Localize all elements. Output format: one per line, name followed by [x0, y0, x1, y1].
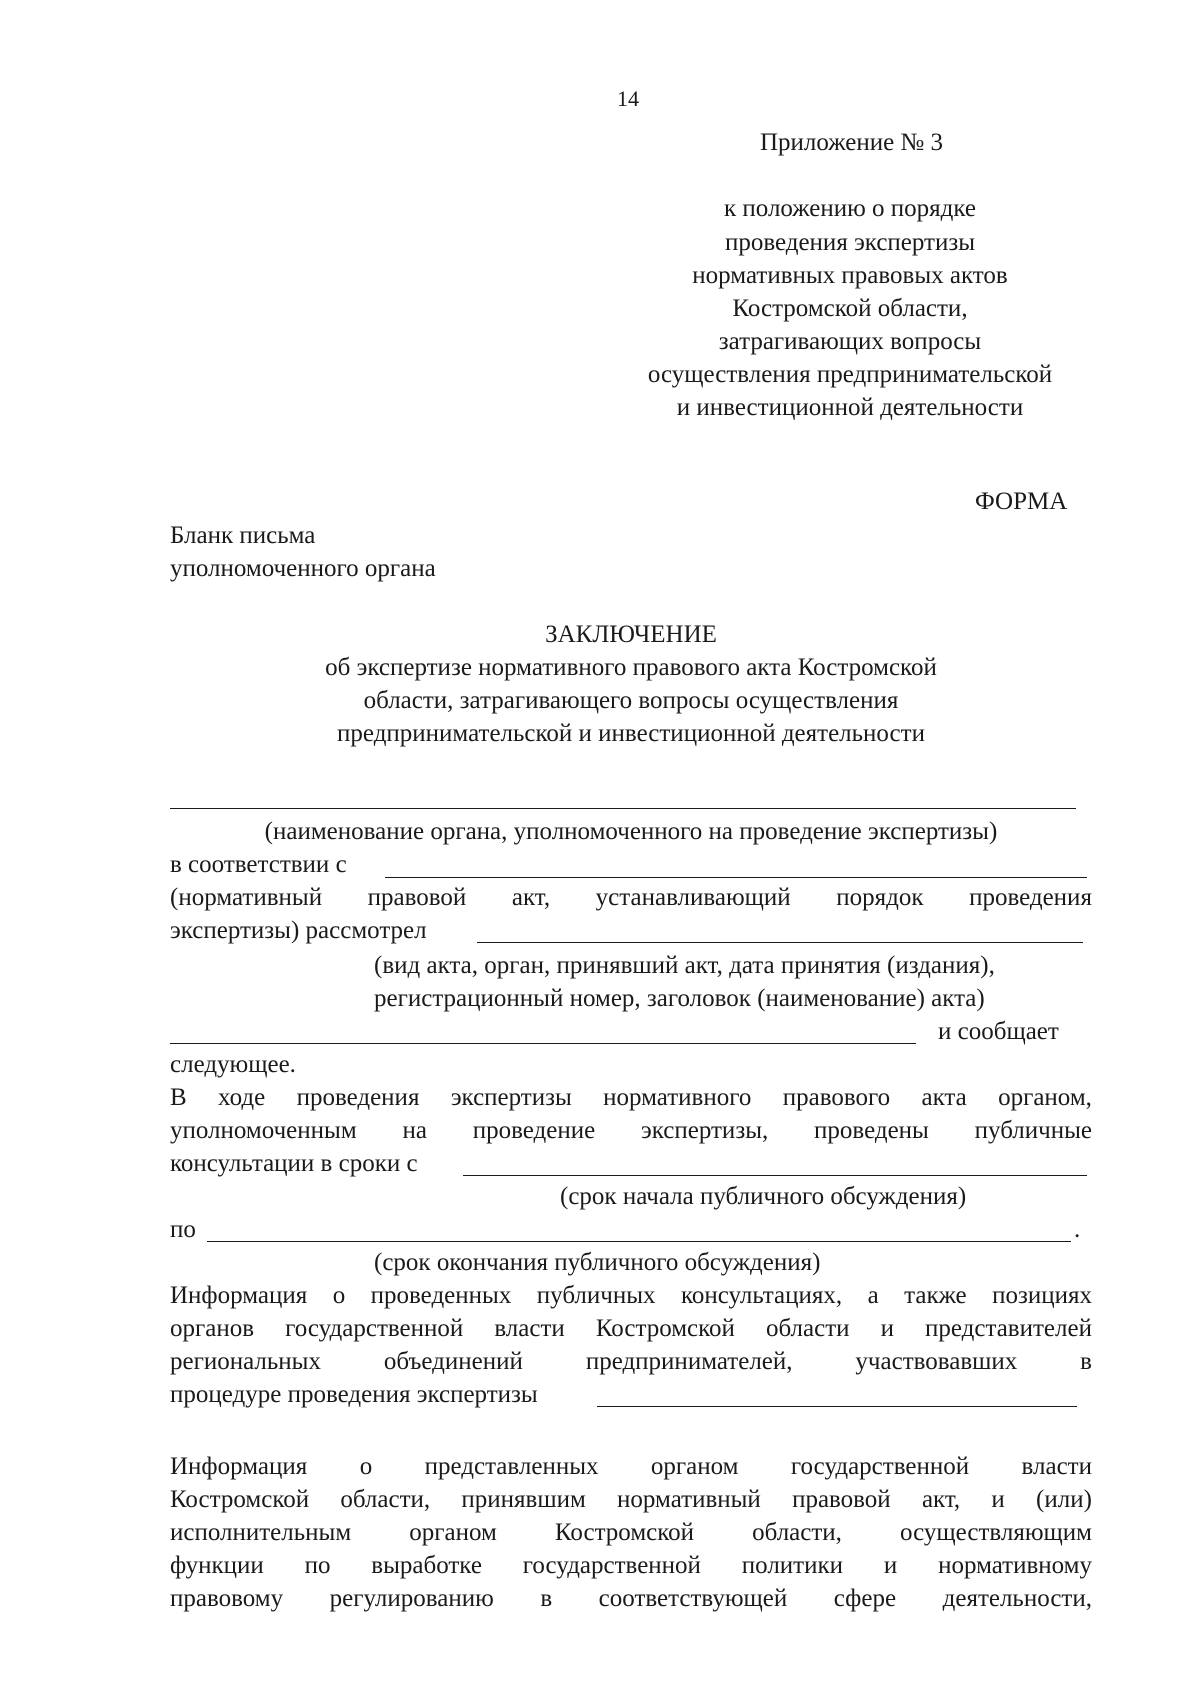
appendix-line: Костромской области,: [732, 295, 968, 322]
word: проведенных: [370, 1282, 512, 1309]
word: области,: [752, 1519, 842, 1546]
word: акта: [921, 1084, 967, 1111]
word: сфере: [833, 1585, 897, 1612]
authority-name-blank: [170, 808, 1076, 809]
word: Костромской: [595, 1315, 735, 1342]
word: правовой: [792, 1486, 891, 1513]
word: уполномоченным: [170, 1117, 357, 1144]
word: государственной: [285, 1315, 464, 1342]
word: экспертизы,: [641, 1117, 769, 1144]
letterhead-line: Бланк письма: [170, 522, 316, 549]
appendix-line: к положению о порядке: [724, 195, 976, 222]
word: в: [1080, 1348, 1092, 1375]
appendix-line: затрагивающих вопросы: [718, 328, 982, 355]
paragraph-line: [170, 1116, 1092, 1146]
letterhead-line: уполномоченного органа: [170, 555, 436, 582]
word: выработке: [371, 1552, 482, 1579]
act-caption-line: (вид акта, орган, принявший акт, дата принятия (издания),: [374, 952, 995, 979]
word: проведение: [472, 1117, 596, 1144]
word: государственной: [790, 1453, 970, 1480]
paragraph-line: [170, 1485, 1092, 1515]
word: также: [904, 1282, 967, 1309]
word: предпринимателей,: [585, 1348, 793, 1375]
word: правового: [782, 1084, 891, 1111]
authority-caption: (наименование органа, уполномоченного на проведение экспертизы): [264, 818, 998, 845]
word: устанавливающий: [595, 884, 791, 911]
word: представителей: [925, 1315, 1092, 1342]
word: правовому: [170, 1585, 284, 1612]
word: Костромской: [554, 1519, 694, 1546]
period-mark: .: [1074, 1216, 1081, 1243]
appendix-line: нормативных правовых актов: [692, 262, 1008, 289]
word: (или): [1036, 1486, 1092, 1513]
word: деятельности,: [942, 1585, 1092, 1612]
word: проведения: [296, 1084, 420, 1111]
examined-act-blank: [477, 942, 1083, 943]
paragraph-line: [170, 1584, 1092, 1614]
word: соответствующей: [598, 1585, 788, 1612]
word: консультациях,: [680, 1282, 843, 1309]
until-text: по: [170, 1216, 196, 1243]
word: государственной: [522, 1552, 701, 1579]
word: проведения: [969, 884, 1092, 911]
word: нормативный: [617, 1486, 761, 1513]
word: осуществляющим: [900, 1519, 1092, 1546]
appendix-title: Приложение № 3: [760, 129, 944, 156]
word: региональных: [170, 1348, 321, 1375]
act-caption-line: регистрационный номер, заголовок (наименование) акта): [374, 985, 985, 1012]
start-date-caption: (срок начала публичного обсуждения): [560, 1183, 967, 1210]
word: принявшим: [461, 1486, 586, 1513]
normative-act-caption: [170, 883, 1092, 913]
word: публичные: [974, 1117, 1092, 1144]
document-title: ЗАКЛЮЧЕНИЕ: [545, 621, 717, 648]
word: экспертизы: [450, 1084, 572, 1111]
appendix-line: проведения экспертизы: [724, 229, 976, 256]
word: а: [867, 1282, 879, 1309]
word: на: [402, 1117, 427, 1144]
paragraph-line: [170, 1452, 1092, 1482]
word: нормативного: [603, 1084, 752, 1111]
end-date-caption: (срок окончания публичного обсуждения): [374, 1249, 821, 1276]
word: участвовавших: [855, 1348, 1018, 1375]
word: Информация: [170, 1453, 308, 1480]
word: Костромской: [170, 1486, 310, 1513]
word: регулированию: [329, 1585, 494, 1612]
word: акт,: [511, 884, 551, 911]
word: исполнительным: [170, 1519, 352, 1546]
consultation-period-text: консультации в сроки с: [170, 1150, 418, 1177]
word: и: [991, 1486, 1005, 1513]
procedure-info-blank: [597, 1406, 1077, 1407]
in-accordance-text: в соответствии с: [170, 851, 347, 878]
word: проведены: [814, 1117, 929, 1144]
normative-act-blank: [385, 877, 1087, 878]
word: представленных: [424, 1453, 599, 1480]
word: в: [540, 1585, 553, 1612]
word: органов: [170, 1315, 255, 1342]
word: власти: [1021, 1453, 1092, 1480]
word: правовой: [367, 884, 467, 911]
page-number: 14: [617, 86, 639, 111]
word: и: [880, 1315, 894, 1342]
word: акт,: [921, 1486, 961, 1513]
word: позициях: [992, 1282, 1092, 1309]
word: ходе: [218, 1084, 266, 1111]
end-date-blank: [207, 1241, 1071, 1242]
word: органом,: [998, 1084, 1092, 1111]
word: власти: [494, 1315, 565, 1342]
and-reports-text: и сообщает: [938, 1018, 1059, 1045]
act-continuation-blank: [170, 1043, 916, 1044]
word: (нормативный: [170, 884, 323, 911]
paragraph-line: [170, 1347, 1092, 1377]
paragraph-line: [170, 1551, 1092, 1581]
paragraph-line: [170, 1281, 1092, 1311]
word: органом: [409, 1519, 497, 1546]
word: области: [765, 1315, 850, 1342]
word: по: [304, 1552, 331, 1579]
word: о: [332, 1282, 346, 1309]
form-label: ФОРМА: [975, 488, 1068, 515]
word: порядок: [836, 884, 924, 911]
examined-text: экспертизы) рассмотрел: [170, 917, 427, 944]
word: нормативному: [938, 1552, 1092, 1579]
appendix-line: и инвестиционной деятельности: [676, 394, 1024, 421]
word: области,: [340, 1486, 431, 1513]
word: Информация: [170, 1282, 308, 1309]
procedure-text: процедуре проведения экспертизы: [170, 1381, 538, 1408]
document-subtitle: области, затрагивающего вопросы осуществления: [363, 687, 899, 714]
word: и: [883, 1552, 898, 1579]
paragraph-line: [170, 1083, 1092, 1113]
start-date-blank: [463, 1175, 1087, 1176]
appendix-line: осуществления предпринимательской: [647, 361, 1053, 388]
paragraph-line: [170, 1314, 1092, 1344]
word: о: [359, 1453, 373, 1480]
document-subtitle: об экспертизе нормативного правового акта Костромской: [325, 654, 937, 681]
word: органом: [650, 1453, 739, 1480]
following-text: следующее.: [170, 1051, 296, 1078]
document-subtitle: предпринимательской и инвестиционной деятельности: [337, 720, 925, 747]
paragraph-line: [170, 1518, 1092, 1548]
word: функции: [170, 1552, 264, 1579]
word: публичных: [536, 1282, 656, 1309]
word: политики: [741, 1552, 844, 1579]
word: объединений: [383, 1348, 523, 1375]
word: В: [170, 1084, 187, 1111]
